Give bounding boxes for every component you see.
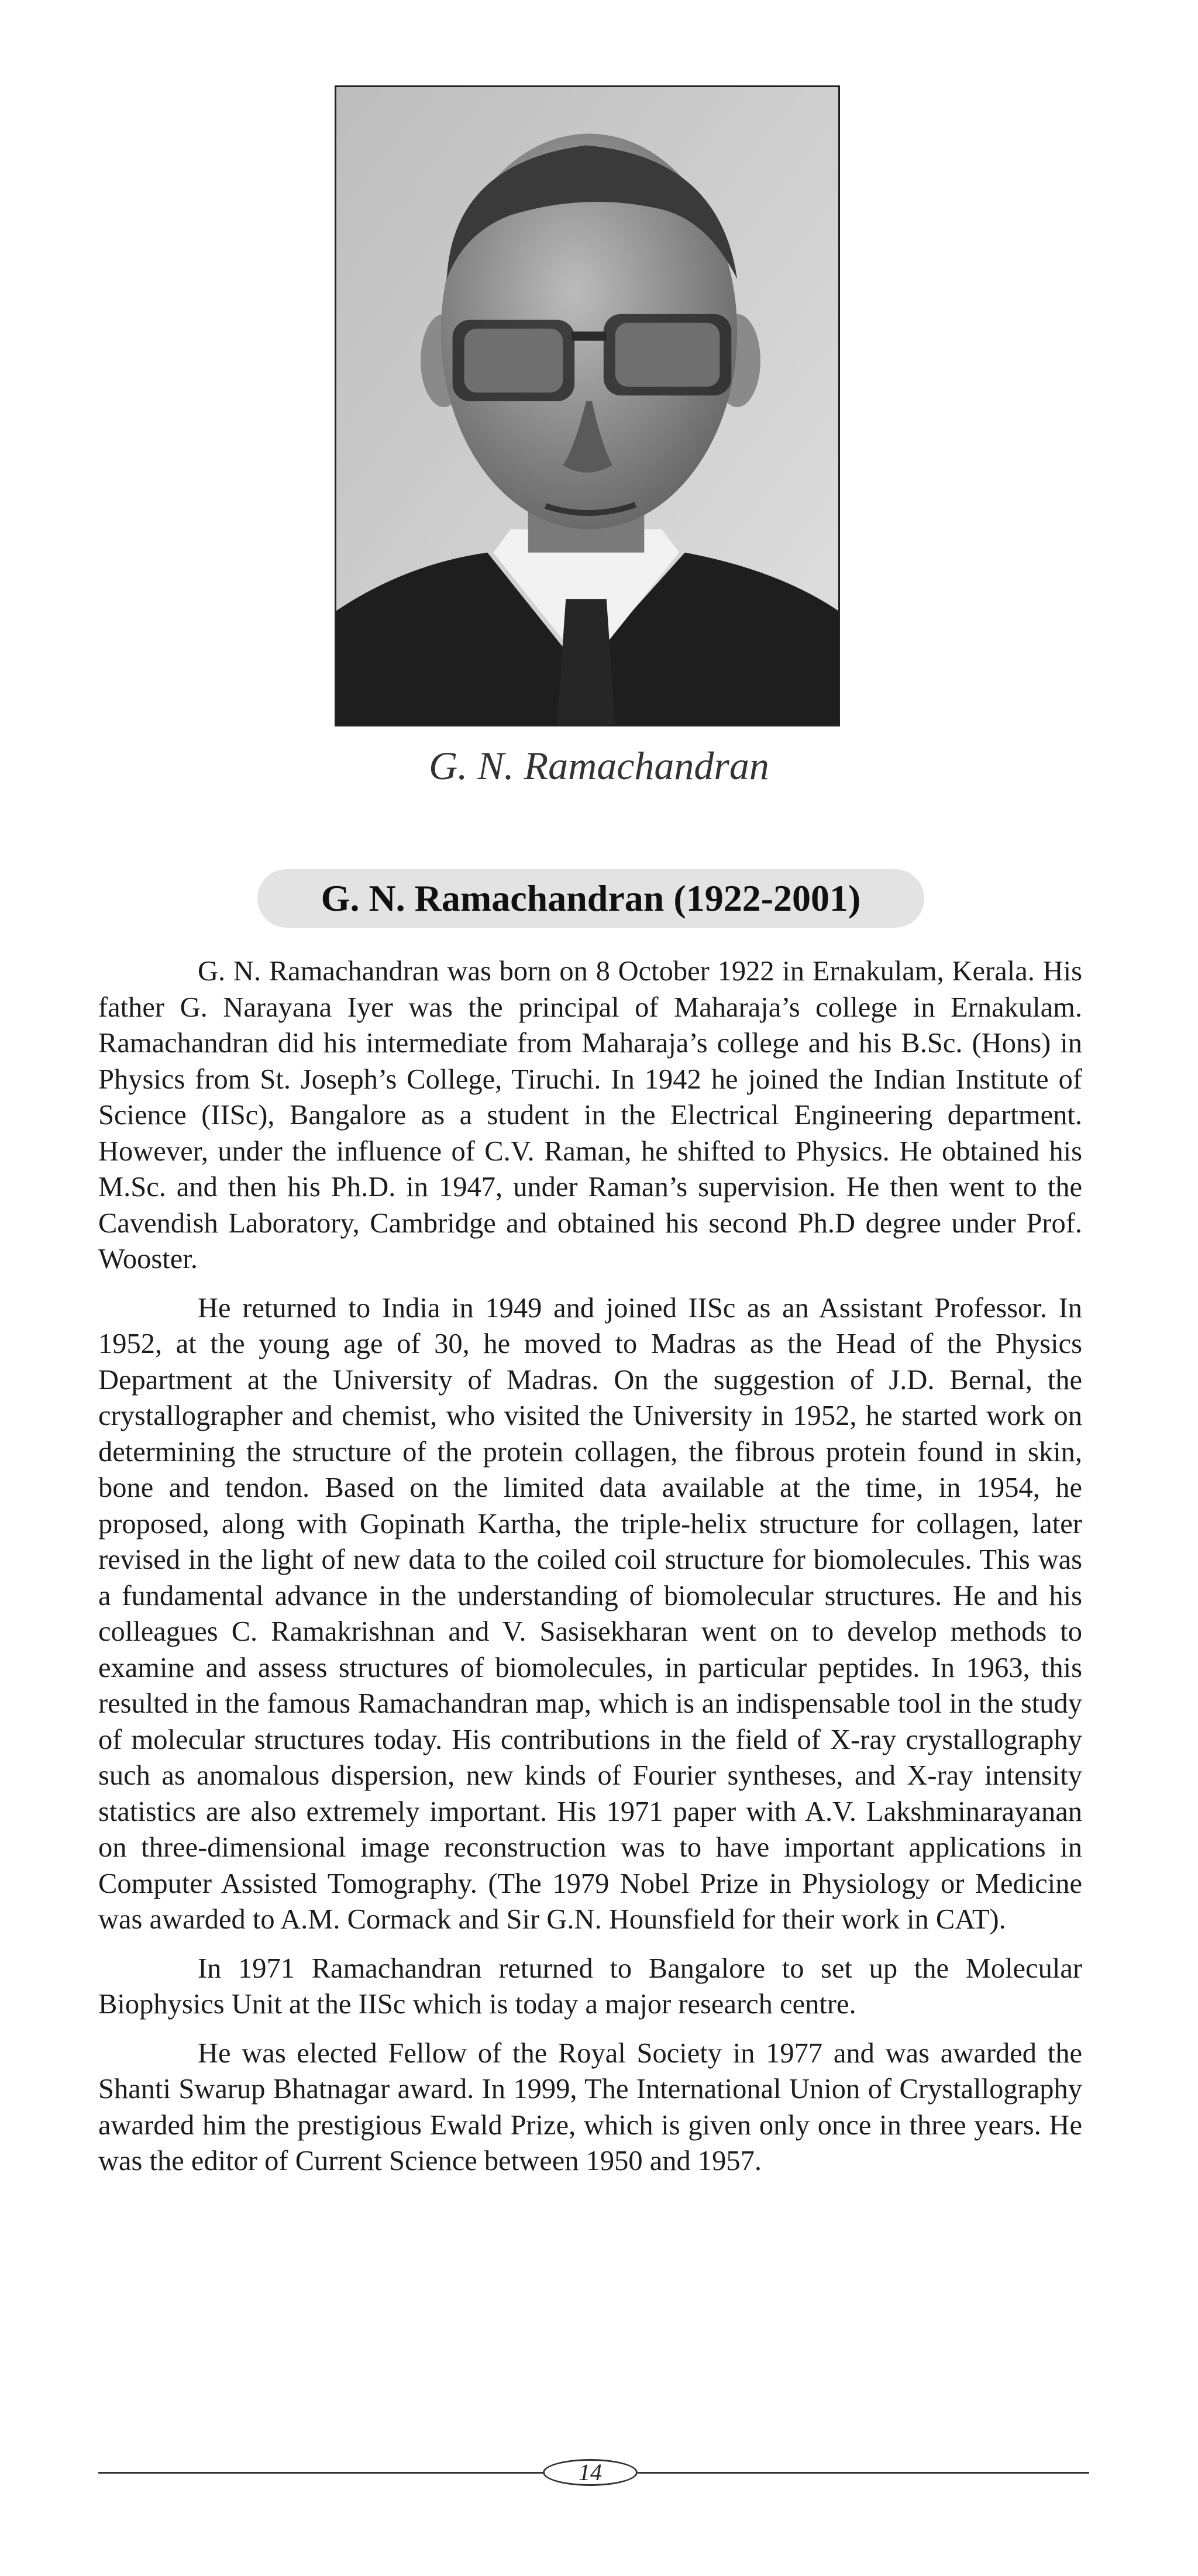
- paragraph-3: In 1971 Ramachandran returned to Bangalore to set up the Molecular Biophysics Unit at the IISc which is today a major research centre.: [98, 1952, 1082, 2020]
- footer-rule-left: [98, 2472, 543, 2474]
- paragraph-2: He returned to India in 1949 and joined IISc as an Assistant Professor. In 1952, at the young age of 30, he moved to Madras as the Head of the Physics Department at the University of Madras. On the suggestion of J.D. Bernal, the crystallographer and chemist, who visited the University in 1952, he started work on determining the structure of the protein collagen, the fibrous protein found in skin, bone and tendon. Based on the limited data available at the time, in 1954, he proposed, along with Gopinath Kartha, the triple-helix structure for collagen, later revised in the light of new data to the coiled coil structure for biomolecules. This was a fundamental advance in the understanding of biomolecular structures. He and his colleagues C. Ramakrishnan and V. Sasisekharan went on to develop methods to examine and assess structures of biomolecules, in particular peptides. In 1963, this resulted in the famous Ramachandran map, which is an indispensable tool in the study of molecular structures today. His contributions in the field of X-ray crystallography such as anomalous dispersion, new kinds of Fourier syntheses, and X-ray intensity statistics are also extremely important. His 1971 paper with A.V. Lakshminarayanan on three-dimensional image reconstruction was to have important applications in Computer Assisted Tomography. (The 1979 Nobel Prize in Physiology or Medicine was awarded to A.M. Cormack and Sir G.N. Hounsfield for their work in CAT).: [98, 1292, 1082, 1935]
- page-title: G. N. Ramachandran (1922-2001): [257, 869, 924, 928]
- footer-rule-right: [638, 2472, 1089, 2474]
- portrait-photo: [335, 85, 840, 726]
- photo-caption: G. N. Ramachandran: [429, 743, 769, 788]
- portrait-illustration: [336, 87, 838, 725]
- paragraph-4: He was elected Fellow of the Royal Society in 1977 and was awarded the Shanti Swarup Bhatnagar award. In 1999, The International Union of Crystallography awarded him the prestigious Ewald Prize, which is given only once in three years. He was the editor of Current Science between 1950 and 1957.: [98, 2037, 1082, 2176]
- page-number: 14: [543, 2459, 638, 2486]
- paragraph-1: G. N. Ramachandran was born on 8 October 1922 in Ernakulam, Kerala. His father G. Narayana Iyer was the principal of Maharaja’s college in Ernakulam. Ramachandran did his intermediate from Maharaja’s college and his B.Sc. (Hons) in Physics from St. Joseph’s College, Tiruchi. In 1942 he joined the Indian Institute of Science (IISc), Bangalore as a student in the Electrical Engineering department. However, under the influence of C.V. Raman, he shifted to Physics. He obtained his M.Sc. and then his Ph.D. in 1947, under Raman’s supervision. He then went to the Cavendish Laboratory, Cambridge and obtained his second Ph.D degree under Prof. Wooster.: [98, 956, 1082, 1275]
- article-body: [98, 953, 1082, 2192]
